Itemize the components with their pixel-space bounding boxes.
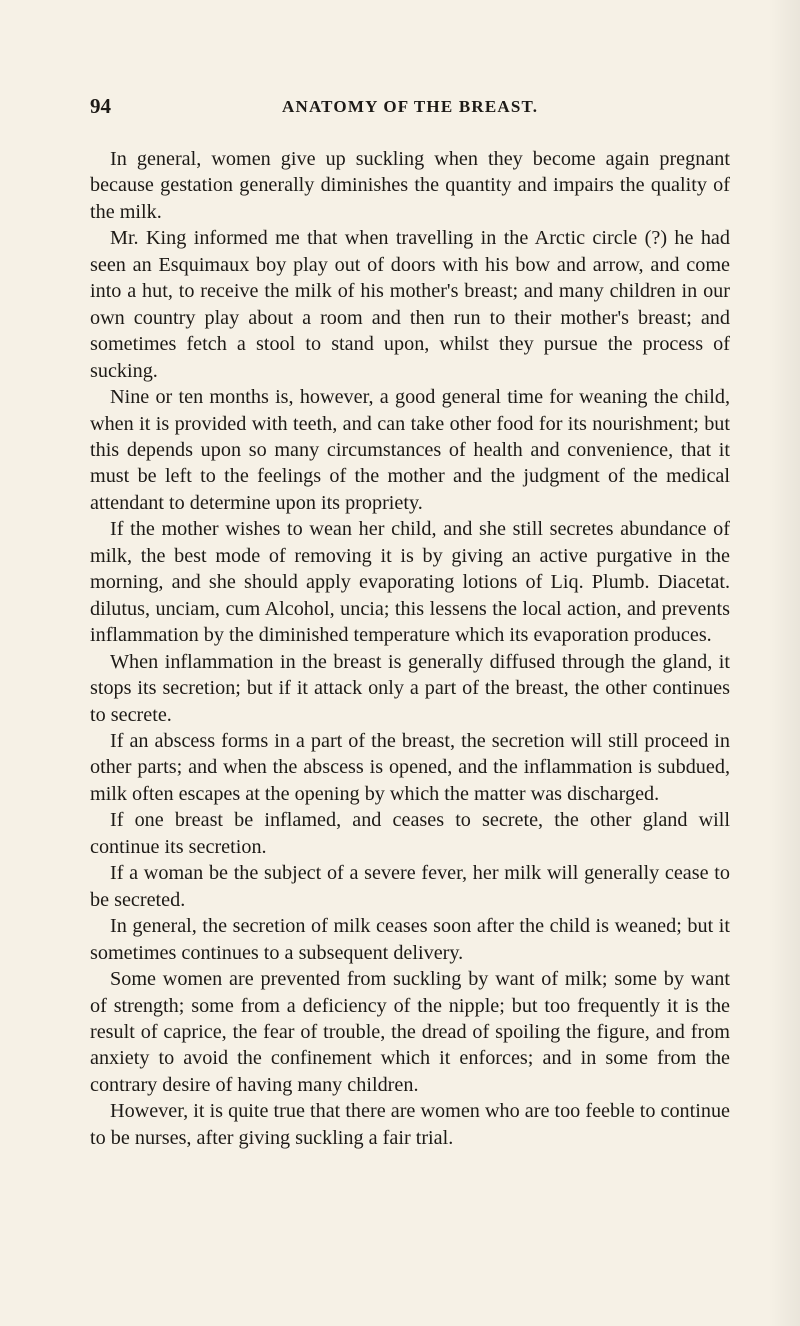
paragraph-3: Nine or ten months is, however, a good general time for weaning the child, when it is provided with teeth, and can take other food for its nourishment; but this depends upon so many circumstances of health and convenience, that it must be left to the feelings of the mother and the judgment of the medical attendant to determine upon its propriety. (90, 386, 730, 514)
paragraph-9: In general, the secretion of milk ceases soon after the child is weaned; but it sometimes continues to a subsequent delivery. (90, 915, 730, 964)
paragraph-8: If a woman be the subject of a severe fever, her milk will generally cease to be secreted. (90, 862, 730, 911)
running-head (90, 94, 730, 118)
paragraph-11: However, it is quite true that there are women who are too feeble to continue to be nurses, after giving suckling a fair trial. (90, 1100, 730, 1149)
paragraph-1: In general, women give up suckling when they become again pregnant because gestation generally diminishes the quantity and impairs the quality of the milk. (90, 148, 730, 223)
paragraph-7: If one breast be inflamed, and ceases to secrete, the other gland will continue its secretion. (90, 809, 730, 858)
paragraph-10: Some women are prevented from suckling by want of milk; some by want of strength; some from a deficiency of the nipple; but too frequently it is the result of caprice, the fear of trouble, the dread of spoiling the figure, and from anxiety to avoid the confinement which it enforces; and in some from the contrary desire of having many children. (90, 968, 730, 1096)
body-text (90, 146, 730, 1151)
paragraph-6: If an abscess forms in a part of the breast, the secretion will still proceed in other parts; and when the abscess is opened, and the inflammation is subdued, milk often escapes at the opening by which the matter was discharged. (90, 729, 730, 805)
paragraph-2: Mr. King informed me that when travelling in the Arctic circle (?) he had seen an Esquimaux boy play out of doors with his bow and arrow, and come into a hut, to receive the milk of his mother's breast; and many children in our own country play about a room and then run to their mother's breast; and sometimes fetch a stool to stand upon, whilst they pursue the process of sucking. (90, 227, 730, 382)
running-title: ANATOMY OF THE BREAST. (282, 97, 539, 116)
paragraph-5: When inflammation in the breast is generally diffused through the gland, it stops its secretion; but if it attack only a part of the breast, the other continues to secrete. (90, 650, 730, 726)
paragraph-4: If the mother wishes to wean her child, and she still secretes abundance of milk, the best mode of removing it is by giving an active purgative in the morning, and she should apply evaporating lotions of Liq. Plumb. Diacetat. dilutus, unciam, cum Alcohol, uncia; this lessens the local action, and prevents inflammation by the diminished temperature which its evaporation produces. (90, 518, 730, 647)
page-number: 94 (90, 94, 111, 118)
